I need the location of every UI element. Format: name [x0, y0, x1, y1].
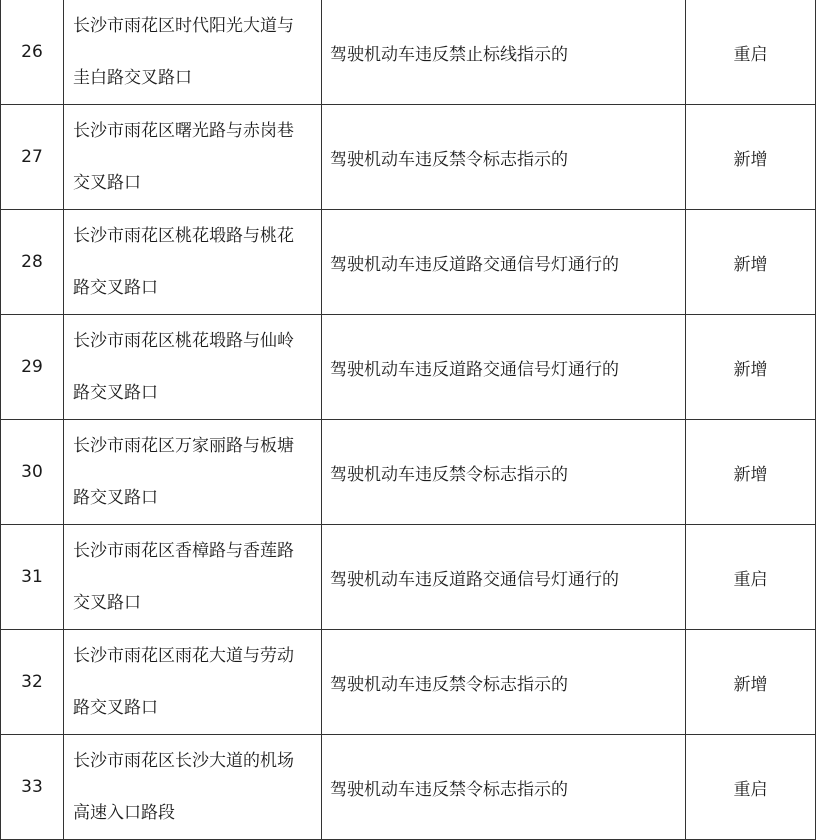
row-number: 33	[1, 735, 64, 840]
location-cell	[64, 210, 322, 315]
status-cell: 新增	[686, 315, 816, 420]
location-line-2: 高速入口路段	[73, 803, 175, 823]
status-cell: 重启	[686, 0, 816, 105]
status-cell: 新增	[686, 105, 816, 210]
status-cell: 新增	[686, 420, 816, 525]
status-cell: 重启	[686, 525, 816, 630]
table-row	[1, 105, 816, 210]
violation-type-cell: 驾驶机动车违反道路交通信号灯通行的	[322, 315, 686, 420]
table-row	[1, 210, 816, 315]
row-number: 28	[1, 210, 64, 315]
location-cell	[64, 0, 322, 105]
row-number: 30	[1, 420, 64, 525]
violation-type-cell: 驾驶机动车违反禁令标志指示的	[322, 630, 686, 735]
table-row	[1, 630, 816, 735]
row-number: 26	[1, 0, 64, 105]
row-number: 29	[1, 315, 64, 420]
location-cell	[64, 105, 322, 210]
table-row	[1, 420, 816, 525]
violation-type-cell: 驾驶机动车违反禁令标志指示的	[322, 105, 686, 210]
row-number: 32	[1, 630, 64, 735]
location-cell	[64, 315, 322, 420]
row-number: 27	[1, 105, 64, 210]
location-line-1: 长沙市雨花区桃花塅路与仙岭	[73, 331, 294, 351]
violation-type-cell: 驾驶机动车违反禁令标志指示的	[322, 420, 686, 525]
violation-type-cell: 驾驶机动车违反禁令标志指示的	[322, 735, 686, 840]
location-line-2: 路交叉路口	[73, 383, 158, 403]
violation-type-cell: 驾驶机动车违反禁止标线指示的	[322, 0, 686, 105]
location-line-1: 长沙市雨花区时代阳光大道与	[73, 16, 294, 36]
status-cell: 新增	[686, 210, 816, 315]
location-line-2: 路交叉路口	[73, 698, 158, 718]
location-line-1: 长沙市雨花区曙光路与赤岗巷	[73, 121, 294, 141]
table-row	[1, 525, 816, 630]
location-line-2: 交叉路口	[73, 593, 141, 613]
location-line-1: 长沙市雨花区万家丽路与板塘	[73, 436, 294, 456]
table-row	[1, 315, 816, 420]
location-line-1: 长沙市雨花区雨花大道与劳动	[73, 646, 294, 666]
location-line-2: 路交叉路口	[73, 278, 158, 298]
location-cell	[64, 735, 322, 840]
table-row	[1, 0, 816, 105]
location-line-1: 长沙市雨花区香樟路与香莲路	[73, 541, 294, 561]
location-line-2: 路交叉路口	[73, 488, 158, 508]
row-number: 31	[1, 525, 64, 630]
status-cell: 重启	[686, 735, 816, 840]
violation-type-cell: 驾驶机动车违反道路交通信号灯通行的	[322, 210, 686, 315]
violation-type-cell: 驾驶机动车违反道路交通信号灯通行的	[322, 525, 686, 630]
location-line-2: 圭白路交叉路口	[73, 68, 192, 88]
location-cell	[64, 630, 322, 735]
location-line-2: 交叉路口	[73, 173, 141, 193]
table-row	[1, 735, 816, 840]
location-line-1: 长沙市雨花区长沙大道的机场	[73, 751, 294, 771]
location-line-1: 长沙市雨花区桃花塅路与桃花	[73, 226, 294, 246]
location-cell	[64, 420, 322, 525]
location-cell	[64, 525, 322, 630]
status-cell: 新增	[686, 630, 816, 735]
